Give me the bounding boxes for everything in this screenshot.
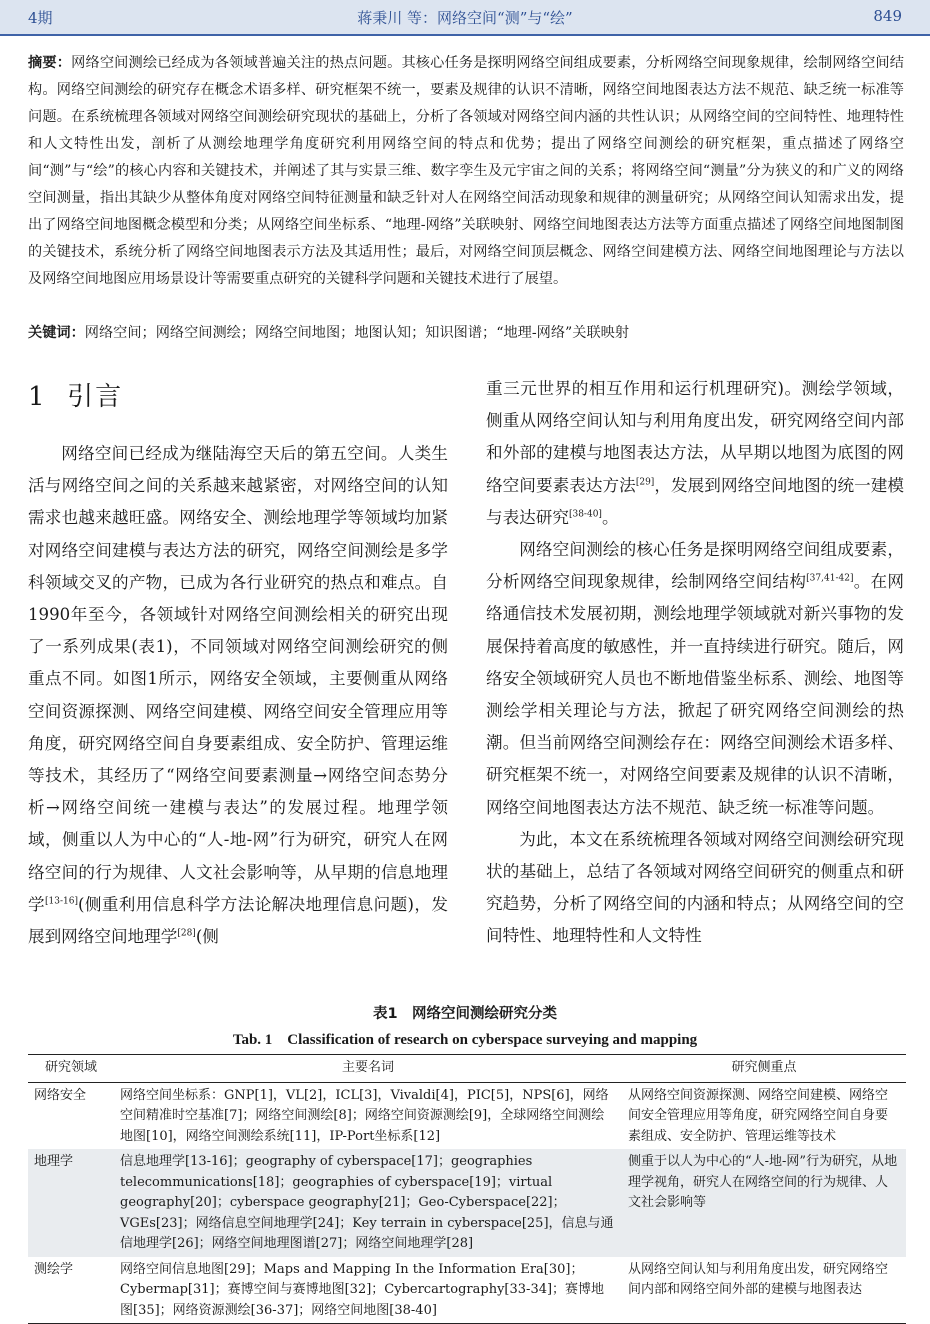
research-classification-table [28, 1054, 906, 1324]
text-run: 为此，本文在系统梳理各领域对网络空间测绘研究现状的基础上，总结了各领域对网络空间研究的侧重点和研究趋势，分析了网络空间的内涵和特点；从网络空间的空间特性、地理特性和人文特性 [486, 829, 904, 946]
cell-field: 测绘学 [28, 1257, 114, 1324]
text-run: 。 [601, 507, 619, 527]
cell-focus: 从网络空间资源探测、网络空间建模、网络空间安全管理应用等角度，研究网络空间自身要素组成、安全防护、管理运维等技术 [628, 1087, 889, 1144]
running-header [0, 0, 930, 36]
cell-focus: 从网络空间认知与利用角度出发，研究网络空间内部和网络空间外部的建模与地图表达 [622, 1257, 906, 1324]
paragraph [28, 438, 448, 953]
keywords-label: 关键词： [28, 325, 85, 341]
section-number: 1 [28, 382, 47, 412]
citation[interactable]: [29] [635, 477, 655, 488]
cell-field: 地理学 [28, 1149, 114, 1257]
abstract-text: 网络空间测绘已经成为各领域普遍关注的热点问题。其核心任务是探明网络空间组成要素，分析网络空间现象规律，绘制网络空间结构。网络空间测绘的研究存在概念术语多样、研究框架不统一，要素及规律的认识不清晰，网络空间地图表达方法不规范、缺乏统一标准等问题。在系统梳理各领域对网络空间测绘研究现状的基础上，分析了各领域对网络空间内涵的共性认识；从网络空间的空间特性、地理特性和人文特性出发，剖析了从测绘地理学角度研究利用网络空间的特点和优势；提出了网络空间测绘的研究框架，重点描述了网络空间“测”与“绘”的核心内容和关键技术，并阐述了其与实景三维、数字孪生及元宇宙之间的关系；将网络空间“测量”分为狭义的和广义的网络空间测量，指出其缺少从整体角度对网络空间特征测量和缺乏针对人在网络空间活动现象和规律的测量研究；从网络空间认知需求出发，提出了网络空间地图概念模型和分类；从网络空间坐标系、“地理-网络”关联映射、网络空间地图表达方法等方面重点描述了网络空间地图制图的关键技术，系统分析了网络空间地图表示方法及其适用性；最后，对网络空间顶层概念、网络空间建模方法、网络空间地图理论与方法以及网络空间地图应用场景设计等需要重点研究的关键科学问题和关键技术进行了展望。 [28, 55, 904, 287]
text-run: 重三元世界的相互作用和运行机理研究)。测绘学领域，侧重从网络空间认知与利用角度出发，研究网络空间内部和外部的建模与地图表达方法，从早期以地图为底图的网络空间要素表达方法 [486, 379, 904, 495]
text-run: (侧 [195, 927, 219, 947]
abstract [28, 50, 904, 293]
keywords-text: 网络空间；网络空间测绘；网络空间地图；地图认知；知识图谱；“地理-网络”关联映射 [84, 325, 630, 341]
body-column-right [486, 373, 904, 953]
section-title: 引言 [67, 382, 124, 412]
cell-terms: 网络空间坐标系：GNP[1]，VL[2]，ICL[3]，Vivaldi[4]，PIC[5]，NPS[6]，网络空间精准时空基准[7]；网络空间测绘[8]；网络空间资源测绘[9]，全球网络空间测绘地图[10]，网络空间测绘系统[11]，IP-Port坐标系[12] [120, 1087, 609, 1144]
body-column-left [28, 438, 448, 953]
citation[interactable]: [37,41-42] [806, 573, 854, 584]
table-row [28, 1082, 906, 1149]
paragraph [486, 373, 904, 534]
citation[interactable]: [13-16] [45, 896, 78, 907]
table-row [28, 1149, 906, 1257]
section-heading [28, 376, 123, 413]
text-run: ，发展到网络空间地图的统一建模与表达研究 [486, 475, 905, 527]
cell-focus: 侧重于以人为中心的“人-地-网”行为研究，从地理学视角，研究人在网络空间的行为规律、人文社会影响等 [622, 1149, 906, 1257]
cell-terms: 网络空间信息地图[29]；Maps and Mapping In the Information Era[30]；Cybermap[31]；赛博空间与赛博地图[32]；Cybercartography[33-34]；赛博地图[35]；网络资源测绘[36-37]；网络空间地图[38-40] [114, 1257, 622, 1324]
column-header: 主要名词 [114, 1055, 622, 1083]
text-run: 。在网络通信技术发展初期，测绘地理学领域就对新兴事物的发展保持着高度的敏感性，并一直持续进行研究。随后，网络安全领域研究人员也不断地借鉴坐标系、测绘、地图等测绘学相关理论与方法，掀起了研究网络空间测绘的热潮。但当前网络空间测绘存在：网络空间测绘术语多样、研究框架不统一，对网络空间要素及规律的认识不清晰，网络空间地图表达方法不规范、缺乏统一标准等问题。 [486, 572, 905, 817]
cell-terms: 信息地理学[13-16]；geography of cyberspace[17]；geographies telecommunications[18]；geographies of cyberspace[19]；virtual geography[20]；cyberspace geography[21]；Geo-Cyberspace[22]；VGEs[23]；网络信息空间地理学[24]；Key terrain in cyberspace[25]，信息与通信地理学[26]；网络空间地理图谱[27]；网络空间地理学[28] [114, 1149, 622, 1257]
running-title: 蒋秉川 等：网络空间“测”与“绘” [357, 9, 573, 27]
text-run: 网络空间已经成为继陆海空天后的第五空间。人类生活与网络空间之间的关系越来越紧密，对网络空间的认知需求也越来越旺盛。网络安全、测绘地理学等领域均加紧对网络空间建模与表达方法的研究，网络空间测绘是多学科领域交叉的产物，已成为各行业研究的热点和难点。自1990年至今，各领域针对网络空间测绘相关的研究出现了一系列成果(表1)，不同领域对网络空间测绘研究的侧重点不同。如图1所示，网络安全领域，主要侧重从网络空间资源探测、网络空间建模、网络空间安全管理应用等角度，研究网络空间自身要素组成、安全防护、管理运维等技术，其经历了“网络空间要素测量→网络空间态势分析→网络空间统一建模与表达”的发展过程。地理学领域，侧重以人为中心的“人-地-网”行为研究，研究人在网络空间的行为规律、人文社会影响等，从早期的信息地理学 [28, 444, 448, 914]
page-number: 849 [873, 7, 902, 25]
table-header-row [28, 1055, 906, 1083]
column-header: 研究侧重点 [622, 1055, 906, 1083]
column-header: 研究领域 [28, 1055, 114, 1083]
cell-field: 网络安全 [34, 1087, 87, 1103]
issue-number: 4期 [28, 9, 53, 27]
paragraph [486, 534, 904, 824]
table-row [28, 1257, 906, 1324]
citation[interactable]: [28] [177, 928, 196, 939]
table-title-english: Tab. 1 Classification of research on cyberspace surveying and mapping [232, 1032, 698, 1048]
text-run: 网络空间测绘的核心任务是探明网络空间组成要素，分析网络空间现象规律，绘制网络空间结构 [486, 540, 904, 592]
citation[interactable]: [38-40] [568, 509, 602, 520]
table-title-chinese: 表1 网络空间测绘研究分类 [372, 1006, 558, 1022]
paragraph [486, 824, 904, 953]
text-run: (侧重利用信息科学方法论解决地理信息问题)，发展到网络空间地理学 [28, 894, 449, 947]
keywords [28, 320, 904, 347]
abstract-label: 摘要： [28, 55, 72, 71]
